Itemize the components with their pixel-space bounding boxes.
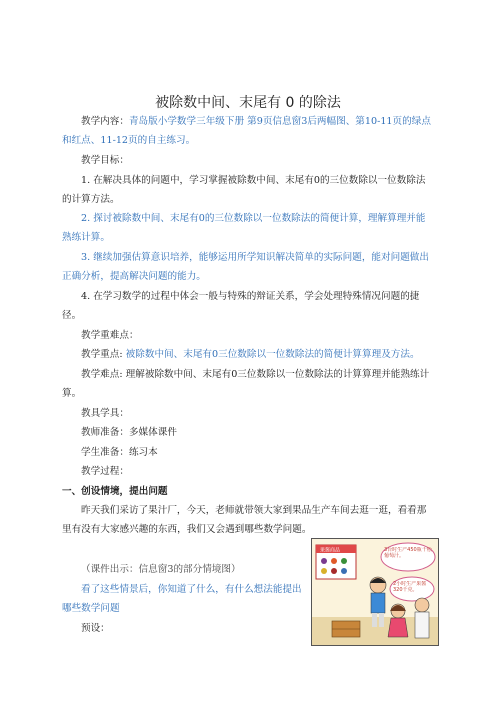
bubble-2-text: 2小时生产果酱320千克。 (393, 581, 427, 593)
courseware-note: （课件出示：信息窗3的部分情境图） (81, 564, 241, 575)
student-prep: 学生准备：练习本 (81, 447, 158, 458)
scene-illustration-svg (312, 539, 438, 645)
teaching-content (62, 112, 434, 150)
content-text: 青岛版小学数学三年级下册 第9页信息窗3后两幅图、第10-11页的绿点和红点、11-12页的自主练习。 (62, 116, 431, 146)
key-point-text: 被除数中间、末尾有0三位数除以一位数除法的简便计算算理及方法。 (125, 349, 420, 360)
intro-paragraph (62, 501, 434, 539)
difficulty (62, 365, 434, 403)
goal-1: 1. 在解决具体的问题中，学习掌握被除数中间、末尾有0的三位数除以一位数除法的计算方法。 (62, 175, 426, 205)
scene-illustration (311, 538, 439, 646)
document-title: 被除数中间、末尾有 0 的除法 (155, 95, 341, 111)
goal-4: 4. 在学习数学的过程中体会一般与特殊的辩证关系，学会处理特殊情况问题的捷径。 (62, 291, 420, 321)
preset-label: 预设： (81, 623, 110, 634)
content-label: 教学内容： (81, 116, 129, 127)
key-point-label: 教学重点: (81, 349, 126, 360)
board-label: 果酱商品 (320, 547, 341, 554)
goals-label: 教学目标： (81, 155, 129, 166)
tools-label: 教具学具： (81, 408, 129, 419)
difficulty-label: 教学难点: (81, 369, 126, 380)
teacher-prep: 教师准备：多媒体课件 (81, 427, 177, 438)
section-heading: 一、创设情境，提出问题 (62, 486, 168, 497)
key-point (62, 345, 434, 364)
bubble-1-text: 3台时生产450瓶千松葡萄汁。 (384, 547, 432, 559)
goal-2: 2. 探讨被除数中间、末尾有0的三位数除以一位数除法的简便计算，理解算理并能熟练计算。 (62, 213, 426, 243)
question-prompt: 看了这些情景后，你知道了什么，有什么想法能提出哪些数学问题 (62, 584, 302, 614)
intro-text: 昨天我们采访了果汁厂，今天，老师就带领大家到果品生产车间去逛一逛，看看那里有没有大家感兴趣的东西，我们又会遇到哪些数学问题。 (62, 505, 427, 535)
goal-3: 3. 继续加强估算意识培养，能够运用所学知识解决简单的实际问题，能对问题做出正确分析，提高解决问题的能力。 (62, 252, 429, 282)
key-label: 教学重难点： (81, 330, 139, 341)
process-label: 教学过程： (81, 466, 129, 477)
difficulty-text: 理解被除数中间、末尾有0三位数除以一位数除法的计算算理并能熟练计算。 (62, 369, 430, 399)
